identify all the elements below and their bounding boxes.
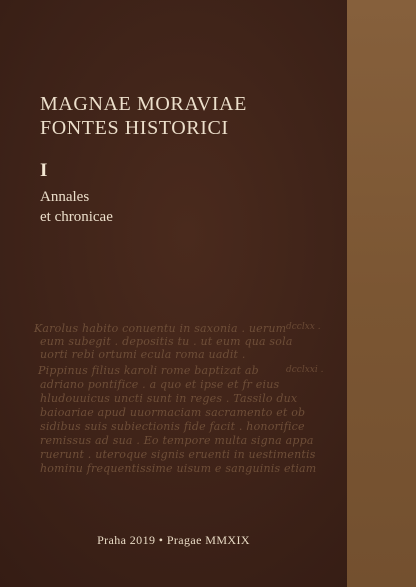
bullet-separator: • [158,533,164,547]
subtitle-line-1: Annales [40,189,90,205]
publication-info [0,533,347,548]
title-line-1: MAGNAE MORAVIAE [40,93,247,115]
spine-band [347,0,416,587]
manuscript-line: hludouuicus uncti sunt in reges . Tassilo dux [40,392,298,405]
manuscript-line: eum subegit . depositis tu . ut eum qua sola [40,335,293,348]
manuscript-line: Pippinus filius karoli rome baptizat ab [38,364,259,377]
book-title [40,92,247,140]
manuscript-line: uorti rebi ortumi ecula roma uadit . [40,348,246,361]
manuscript-line: Karolus habito conuentu in saxonia . uerum [34,322,287,335]
manuscript-margin-note: dcclxxi . [286,365,324,375]
manuscript-line: hominu frequentissime uisum e sanguinis etiam [40,462,317,475]
title-line-2: FONTES HISTORICI [40,117,229,139]
place-year: Praha 2019 [97,533,156,547]
manuscript-margin-note: dcclxx . [286,322,321,332]
book-subtitle [40,187,113,227]
manuscript-line: adriano pontifice . a quo et ipse et fr eius [40,378,280,391]
manuscript-image [34,318,332,475]
manuscript-line: ruerunt . uteroque signis eruenti in uestimentis [40,448,316,461]
manuscript-line: baioariae apud uuormaciam sacramento et ob [40,406,306,419]
manuscript-line: sidibus suis subiectionis fide facit . honorifice [40,420,305,433]
volume-number: I [40,160,48,181]
manuscript-line: remissus ad sua . Eo tempore multa signa appa [40,434,314,447]
latin-place-year: Pragae MMXIX [166,533,250,547]
subtitle-line-2: et chronicae [40,209,113,225]
